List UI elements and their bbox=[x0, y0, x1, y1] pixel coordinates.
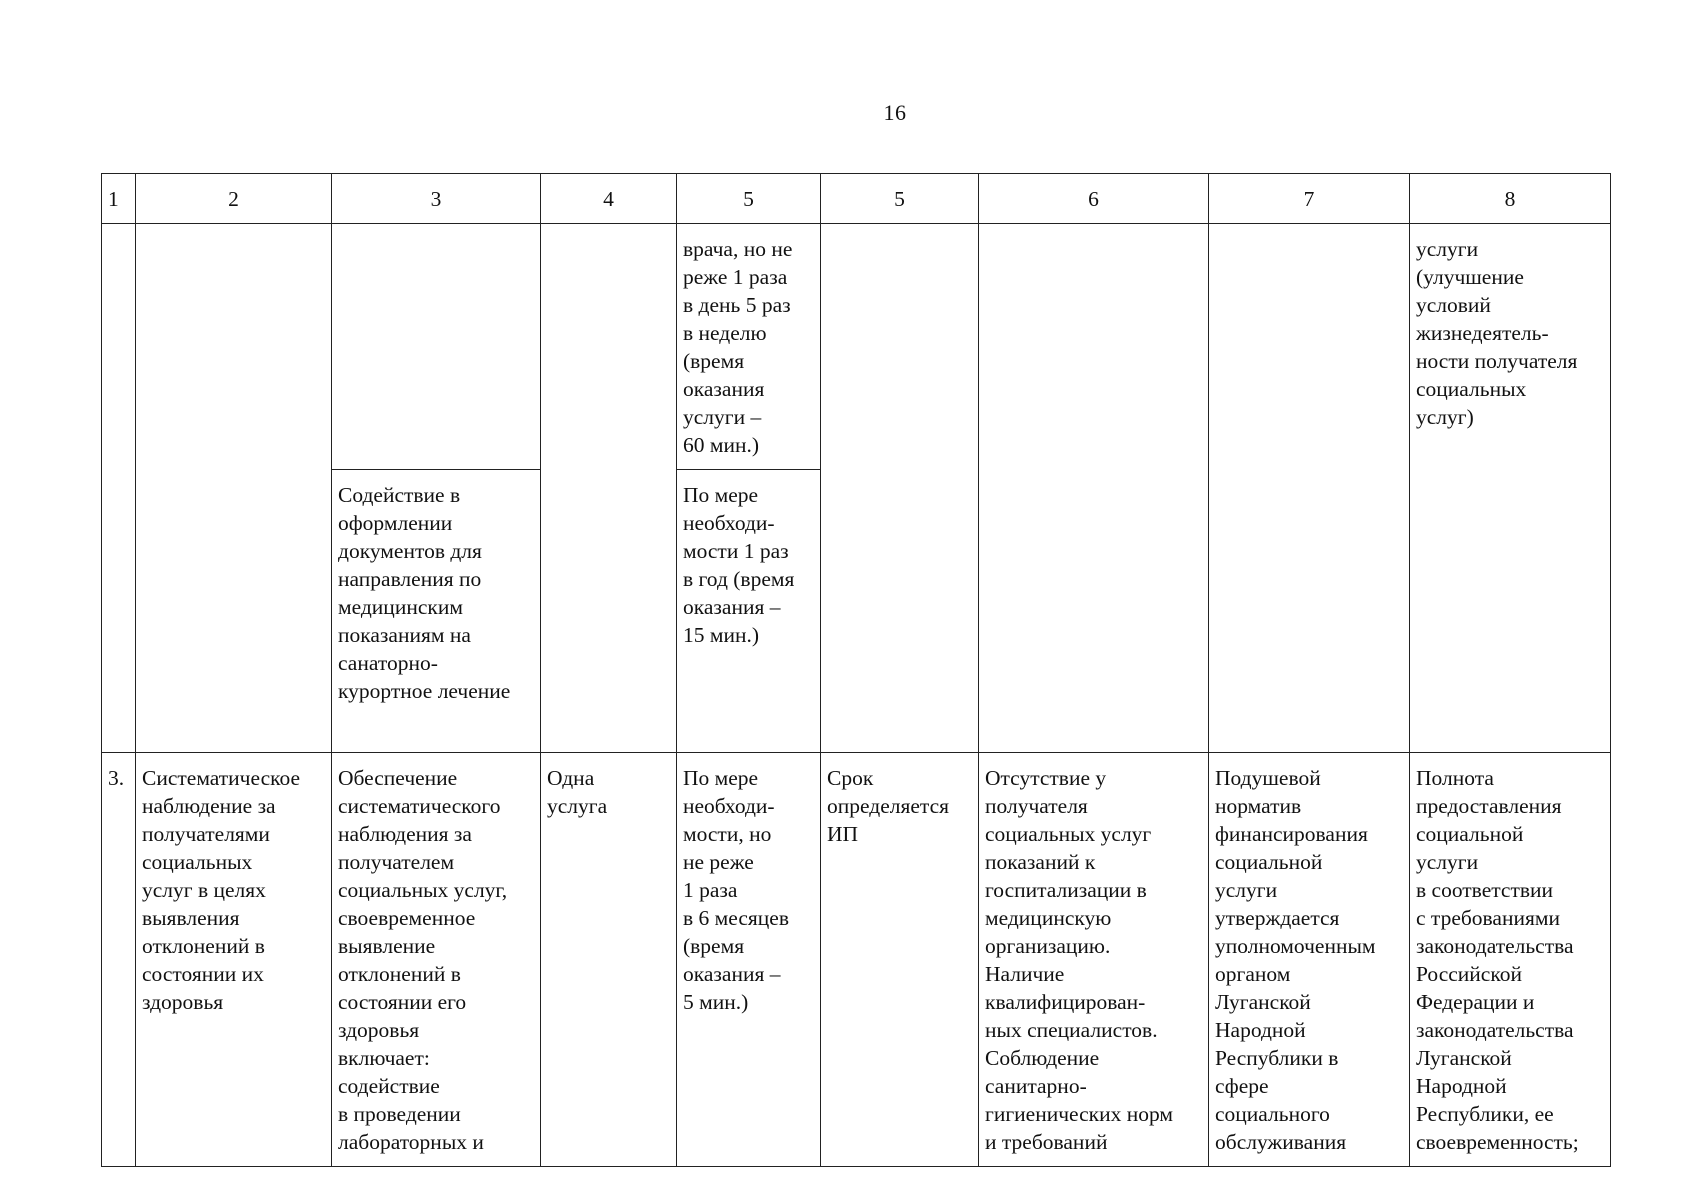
cell-term-empty bbox=[821, 224, 979, 753]
cell-periodicity-sanatorium: По мере необходи- мости 1 раз в год (время оказания – 15 мин.) bbox=[677, 470, 821, 753]
cell-row-number: 3. bbox=[102, 753, 136, 1167]
cell-quality-continuation: услуги (улучшение условий жизнедеятель- ности получателя социальных услуг) bbox=[1410, 224, 1611, 753]
cell-service-volume: Одна услуга bbox=[541, 753, 677, 1167]
cell-periodicity-continuation: врача, но не реже 1 раза в день 5 раз в неделю (время оказания услуги – 60 мин.) bbox=[677, 224, 821, 470]
cell-num-empty bbox=[102, 224, 136, 753]
header-cell-2: 2 bbox=[136, 174, 332, 224]
header-cell-5b: 5 bbox=[821, 174, 979, 224]
cell-service-periodicity: По мере необходи- мости, но не реже 1 раза в 6 месяцев (время оказания – 5 мин.) bbox=[677, 753, 821, 1167]
header-cell-3: 3 bbox=[332, 174, 541, 224]
cell-conditions-empty bbox=[979, 224, 1209, 753]
cell-service-quality: Полнота предоставления социальной услуги в соответствии с требованиями законодательства Российской Федерации и законодательства Луганской Народной Республики, ее своевременность; bbox=[1410, 753, 1611, 1167]
header-cell-7: 7 bbox=[1209, 174, 1410, 224]
table-row-continuation-top bbox=[102, 224, 1611, 470]
table-header-row bbox=[102, 174, 1611, 224]
cell-service-financing: Подушевой норматив финансирования социальной услуги утверждается уполномоченным органом Луганской Народной Республики в сфере социального обслуживания bbox=[1209, 753, 1410, 1167]
header-cell-5a: 5 bbox=[677, 174, 821, 224]
table-row-3 bbox=[102, 753, 1611, 1167]
cell-name-empty bbox=[136, 224, 332, 753]
cell-service-description: Обеспечение систематического наблюдения за получателем социальных услуг, своевременное выявление отклонений в состоянии его здоровья включает: содействие в проведении лабораторных и bbox=[332, 753, 541, 1167]
cell-financing-empty bbox=[1209, 224, 1410, 753]
cell-description-empty bbox=[332, 224, 541, 470]
header-cell-6: 6 bbox=[979, 174, 1209, 224]
cell-description-sanatorium: Содействие в оформлении документов для направления по медицинским показаниям на санаторно- курортное лечение bbox=[332, 470, 541, 753]
cell-service-name: Систематическое наблюдение за получателями социальных услуг в целях выявления отклонений в состоянии их здоровья bbox=[136, 753, 332, 1167]
header-cell-1: 1 bbox=[102, 174, 136, 224]
cell-service-term: Срок определяется ИП bbox=[821, 753, 979, 1167]
page-number: 16 bbox=[883, 100, 907, 125]
cell-volume-empty bbox=[541, 224, 677, 753]
services-table bbox=[101, 173, 1611, 1167]
header-cell-4: 4 bbox=[541, 174, 677, 224]
cell-service-conditions: Отсутствие у получателя социальных услуг показаний к госпитализации в медицинскую организацию. Наличие квалифицирован- ных специалистов. Соблюдение санитарно- гигиенических норм и требований bbox=[979, 753, 1209, 1167]
header-cell-8: 8 bbox=[1410, 174, 1611, 224]
